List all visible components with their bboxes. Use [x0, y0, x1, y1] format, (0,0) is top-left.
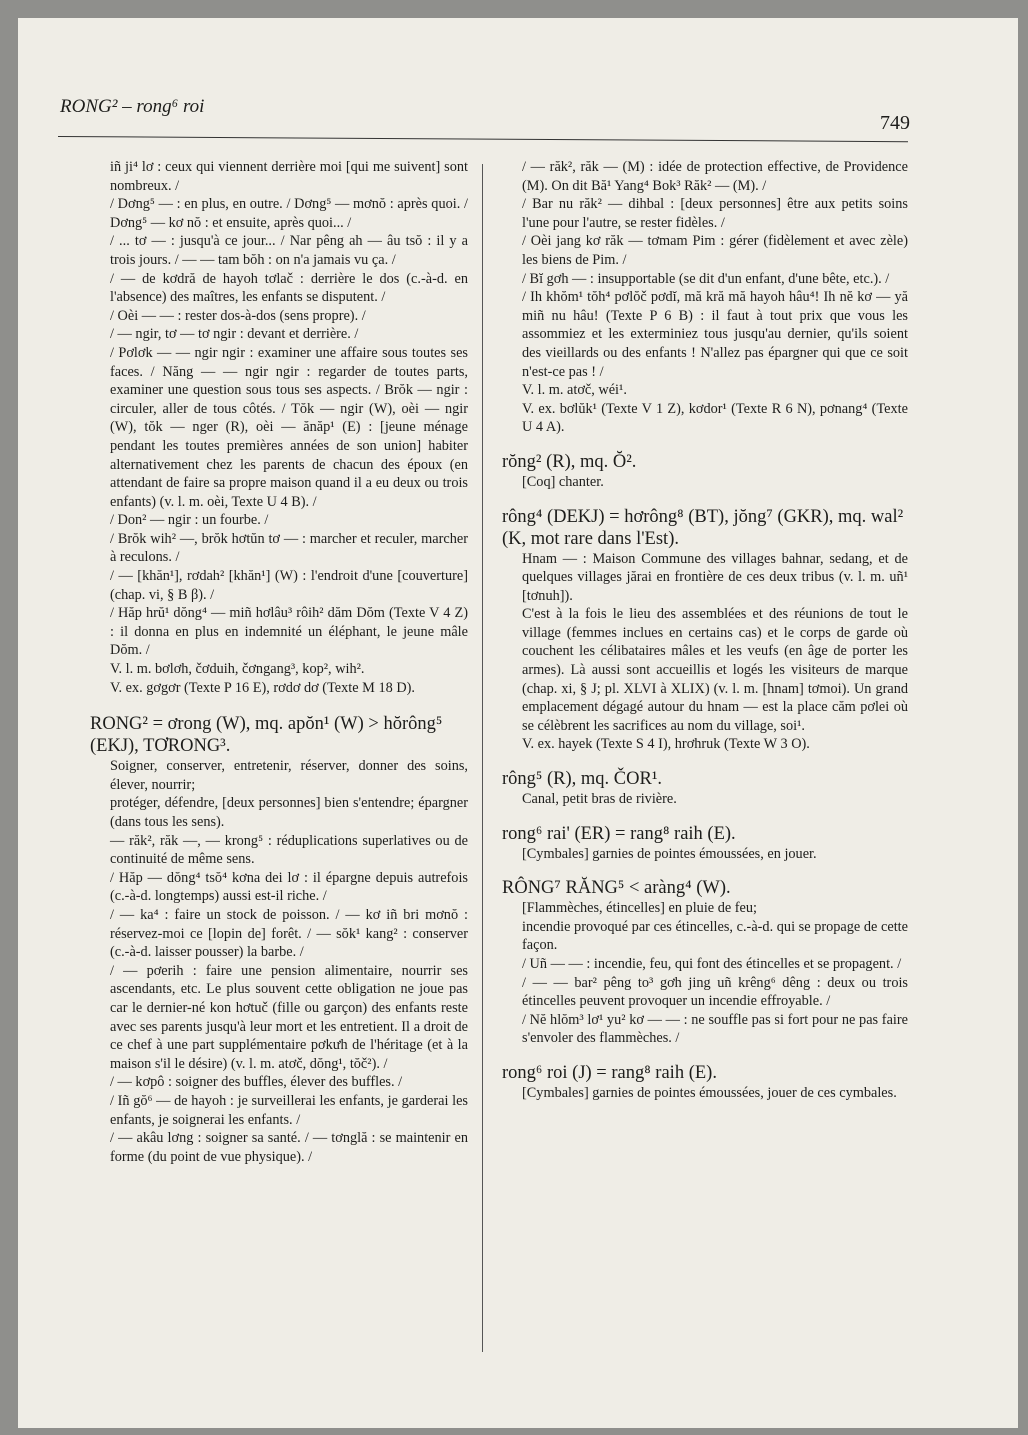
definition — [502, 845, 908, 864]
definition — [90, 757, 468, 1166]
para: Soigner, conserver, entretenir, réserver, donner des soins, élever, nourrir; — [110, 758, 468, 793]
para: / Bĭ gơh — : insupportable (se dit d'un enfant, d'une bête, etc.). / — [522, 270, 890, 287]
para: [Flammèches, étincelles] en pluie de feu; — [522, 900, 758, 917]
headword: rŏng² (R), mq. Ŏ². — [502, 451, 637, 472]
entry-rong6-roi — [502, 1062, 908, 1103]
definition — [502, 550, 908, 755]
para: / Oèi — — : rester dos-à-dos (sens propre). / — [110, 307, 366, 324]
entry-rong4 — [502, 506, 908, 755]
headword: rông⁴ (DEKJ) = hơrông⁸ (BT), jŏng⁷ (GKR), mq. wal² (K, mot rare dans l'Est). — [502, 506, 904, 549]
para: / Dơng⁵ — : en plus, en outre. / Dơng⁵ — mơnŏ : après quoi. / Dơng⁵ — kơ nŏ : et ensuite, après quoi... / — [110, 196, 468, 231]
dictionary-page — [18, 18, 1018, 1428]
para: [Coq] chanter. — [522, 473, 604, 490]
definition — [502, 1084, 908, 1103]
entry-rong6-rai — [502, 823, 908, 864]
para: V. ex. bơlŭk¹ (Texte V 1 Z), kơdor¹ (Texte R 6 N), pơnang⁴ (Texte U 4 A). — [522, 400, 908, 436]
para: / — akâu lơng : soigner sa santé. / — tơnglă : se maintenir en forme (du point de vue physique). / — [110, 1130, 468, 1165]
para: / — pơerih : faire une pension alimentaire, nourrir ses ascendants, etc. Le plus souvent cette obligation ne joue pas car le dernier-né kon hơtuč (fille ou garçon) des enfants reste avec ses parents jusqu'à leur mort et les entretient. Il a droit de ce chef à une part supplémentaire pơkưh de l'héritage (et à la maison s'il le désire) (v. l. m. atơč, dŏng¹, tŏč²). / — [110, 962, 468, 1072]
para: V. ex. gơgơr (Texte P 16 E), rơdơ dơ (Texte M 18 D). — [110, 679, 416, 696]
para: / — ngir, tơ — tơ ngir : devant et derrière. / — [110, 326, 359, 343]
para: / Iñ gŏ⁶ — de hayoh : je surveillerai les enfants, je garderai les enfants, je soignerai les enfants. / — [110, 1092, 468, 1128]
left-column — [90, 158, 468, 1166]
column-divider — [482, 164, 483, 1352]
entry-rong2-coq — [502, 451, 908, 492]
headword: rong⁶ rai' (ER) = rang⁸ raih (E). — [502, 823, 736, 844]
right-column — [502, 158, 908, 1103]
para: / Nĕ hlŏm³ lơ¹ yu² kơ — — : ne souffle pas si fort pour ne pas faire s'envoler des flammèches. / — [522, 1011, 908, 1047]
header-rule — [58, 136, 908, 142]
entry-rong2 — [90, 713, 468, 1166]
para: [Cymbales] garnies de pointes émoussées, jouer de ces cymbales. — [522, 1084, 897, 1101]
entry-rong7-rang5 — [502, 877, 908, 1048]
para: iñ ji⁴ lơ : ceux qui viennent derrière moi [qui me suivent] sont nombreux. / — [110, 159, 468, 194]
para: / ... tơ — : jusqu'à ce jour... / Nar pêng ah — âu tsŏ : il y a trois jours. / — — tam bŏh : on n'a jamais vu ça. / — [110, 233, 468, 268]
para: Hnam — : Maison Commune des villages bahnar, sedang, et de quelques villages jărai en frontière de ces deux tribus (v. l. m. uñ¹ [tơnuh]). — [522, 550, 908, 604]
para: / Brŏk wih² —, brŏk hơtŭn tơ — : marcher et reculer, marcher à reculons. / — [110, 530, 468, 566]
para: / — răk², răk — (M) : idée de protection effective, de Providence (M). On dit Bă¹ Yang⁴ Bok³ Răk² — (M). / — [522, 159, 908, 194]
continuation-block — [502, 158, 908, 437]
page-number: 749 — [880, 112, 910, 134]
para: / Hăp — dŏng⁴ tsŏ⁴ kơna dei lơ : il épargne depuis autrefois (c.-à-d. longtemps) aussi est-il riche. / — [110, 869, 468, 905]
running-head: RONG² – rong⁶ roi — [60, 96, 205, 117]
entry-rong5 — [502, 768, 908, 809]
para: V. ex. hayek (Texte S 4 I), hrơhruk (Texte W 3 O). — [522, 736, 810, 753]
para: incendie provoqué par ces étincelles, c.-à-d. qui se propage de cette façon. — [522, 918, 908, 954]
para: C'est à la fois le lieu des assemblées et des réunions de tout le village (femmes inclues en certains cas) et le corps de garde où couchent les célibataires mâles et les veufs (en âge de porter les armes). Là aussi sont accueillis et logés les visiteurs de marque (chap. xi, § J; pl. XLVI à XLIX) (v. l. m. [hnam] tơmoi). Un grand emplacement dégagé autour du hnam — est la place căm pơlei où se célèbrent les sacrifices au nom du village, soi¹. — [522, 606, 908, 734]
para: Canal, petit bras de rivière. — [522, 791, 677, 808]
para: / Bar nu răk² — dihbal : [deux personnes] être aux petits soins l'une pour l'autre, se rester fidèles. / — [522, 196, 908, 231]
para: / Ih khŏm¹ tŏh⁴ pơlŏč pơdĭ, mă kră mă hayoh hâu⁴! Ih nĕ kơ — yă miñ nu hâu! (Texte P 6 B) : il faut à tout prix que vous les assommiez et les exterminiez tous jusqu'au dernier, qu'ils soient des vieillards ou des enfants ! N'allez pas épargner qui que ce soit n'est-ce pas ! / — [522, 289, 908, 380]
para: / Oèi jang kơ răk — tơmam Pim : gérer (fidèlement et avec zèle) les biens de Pim. / — [522, 233, 908, 268]
para: [Cymbales] garnies de pointes émoussées, en jouer. — [522, 845, 817, 862]
headword: RÔNG⁷ RĂNG⁵ < aràng⁴ (W). — [502, 878, 731, 899]
para: / — — bar² pêng to³ gơh jing uñ krêng⁶ dêng : deux ou trois étincelles peuvent provoquer un incendie effroyable. / — [522, 974, 908, 1010]
para: V. l. m. bơlơh, čơduih, čơngang³, kop², wih². — [110, 661, 365, 678]
para: protéger, défendre, [deux personnes] bien s'entendre; épargner (dans tous les sens). — [110, 795, 468, 830]
para: / Uñ — — : incendie, feu, qui font des étincelles et se propagent. / — [522, 956, 902, 972]
para: / Hăp hrŭ¹ dŏng⁴ — miñ hơlâu³ rôih² dăm Dŏm (Texte V 4 Z) : il donna en plus en indemnité un éléphant, le jeune mâle Dŏm. / — [110, 605, 468, 659]
para: / — ka⁴ : faire un stock de poisson. / — kơ iñ bri mơnŏ : réservez-moi ce [lopin de] forêt. / — sŏk¹ kang² : conserver (c.-à-d. laisser pousser) la barbe. / — [110, 906, 468, 961]
para: / — de kơdră de hayoh tơlač : derrière le dos (c.-à-d. en l'absence) des maîtres, les enfants se disputent. / — [110, 270, 468, 306]
para: — răk², răk —, — krong⁵ : réduplications superlatives ou de continuité de même sens. — [110, 832, 468, 868]
para: / — kơpô : soigner des buffles, élever des buffles. / — [110, 1074, 403, 1091]
definition — [502, 899, 908, 1048]
para: V. l. m. atơč, wéi¹. — [522, 382, 627, 399]
headword: RONG² = ơrong (W), mq. apŏn¹ (W) > hŏrông⁵ (EKJ), TƠRONG³. — [90, 714, 443, 757]
definition — [502, 473, 908, 492]
para: / Don² — ngir : un fourbe. / — [110, 512, 269, 529]
definition — [502, 790, 908, 809]
continuation-block — [90, 158, 468, 697]
para: / — [khăn¹], rơdah² [khăn¹] (W) : l'endroit d'une [couverture] (chap. vi, § B β). / — [110, 568, 468, 603]
para: / Pơlơk — — ngir ngir : examiner une affaire sous toutes ses faces. / Năng — — ngir ngir : regarder de toutes parts, examiner une question sous tous ses aspects. / Brŏk — ngir : circuler, aller de tous côtés. / Tŏk — ngir (W), oèi — ngir (W), tŏk — nger (R), oèi — ănăp¹ (E) : [jeune ménage pendant les toutes premières années de son union] habiter alternativement chez les parents de chacun des époux (en attendant de faire sa propre maison quand il a eu deux ou trois enfants) (v. l. m. oèi, Texte U 4 B). / — [110, 344, 468, 510]
headword: rông⁵ (R), mq. ČOR¹. — [502, 769, 662, 790]
headword: rong⁶ roi (J) = rang⁸ raih (E). — [502, 1062, 717, 1083]
